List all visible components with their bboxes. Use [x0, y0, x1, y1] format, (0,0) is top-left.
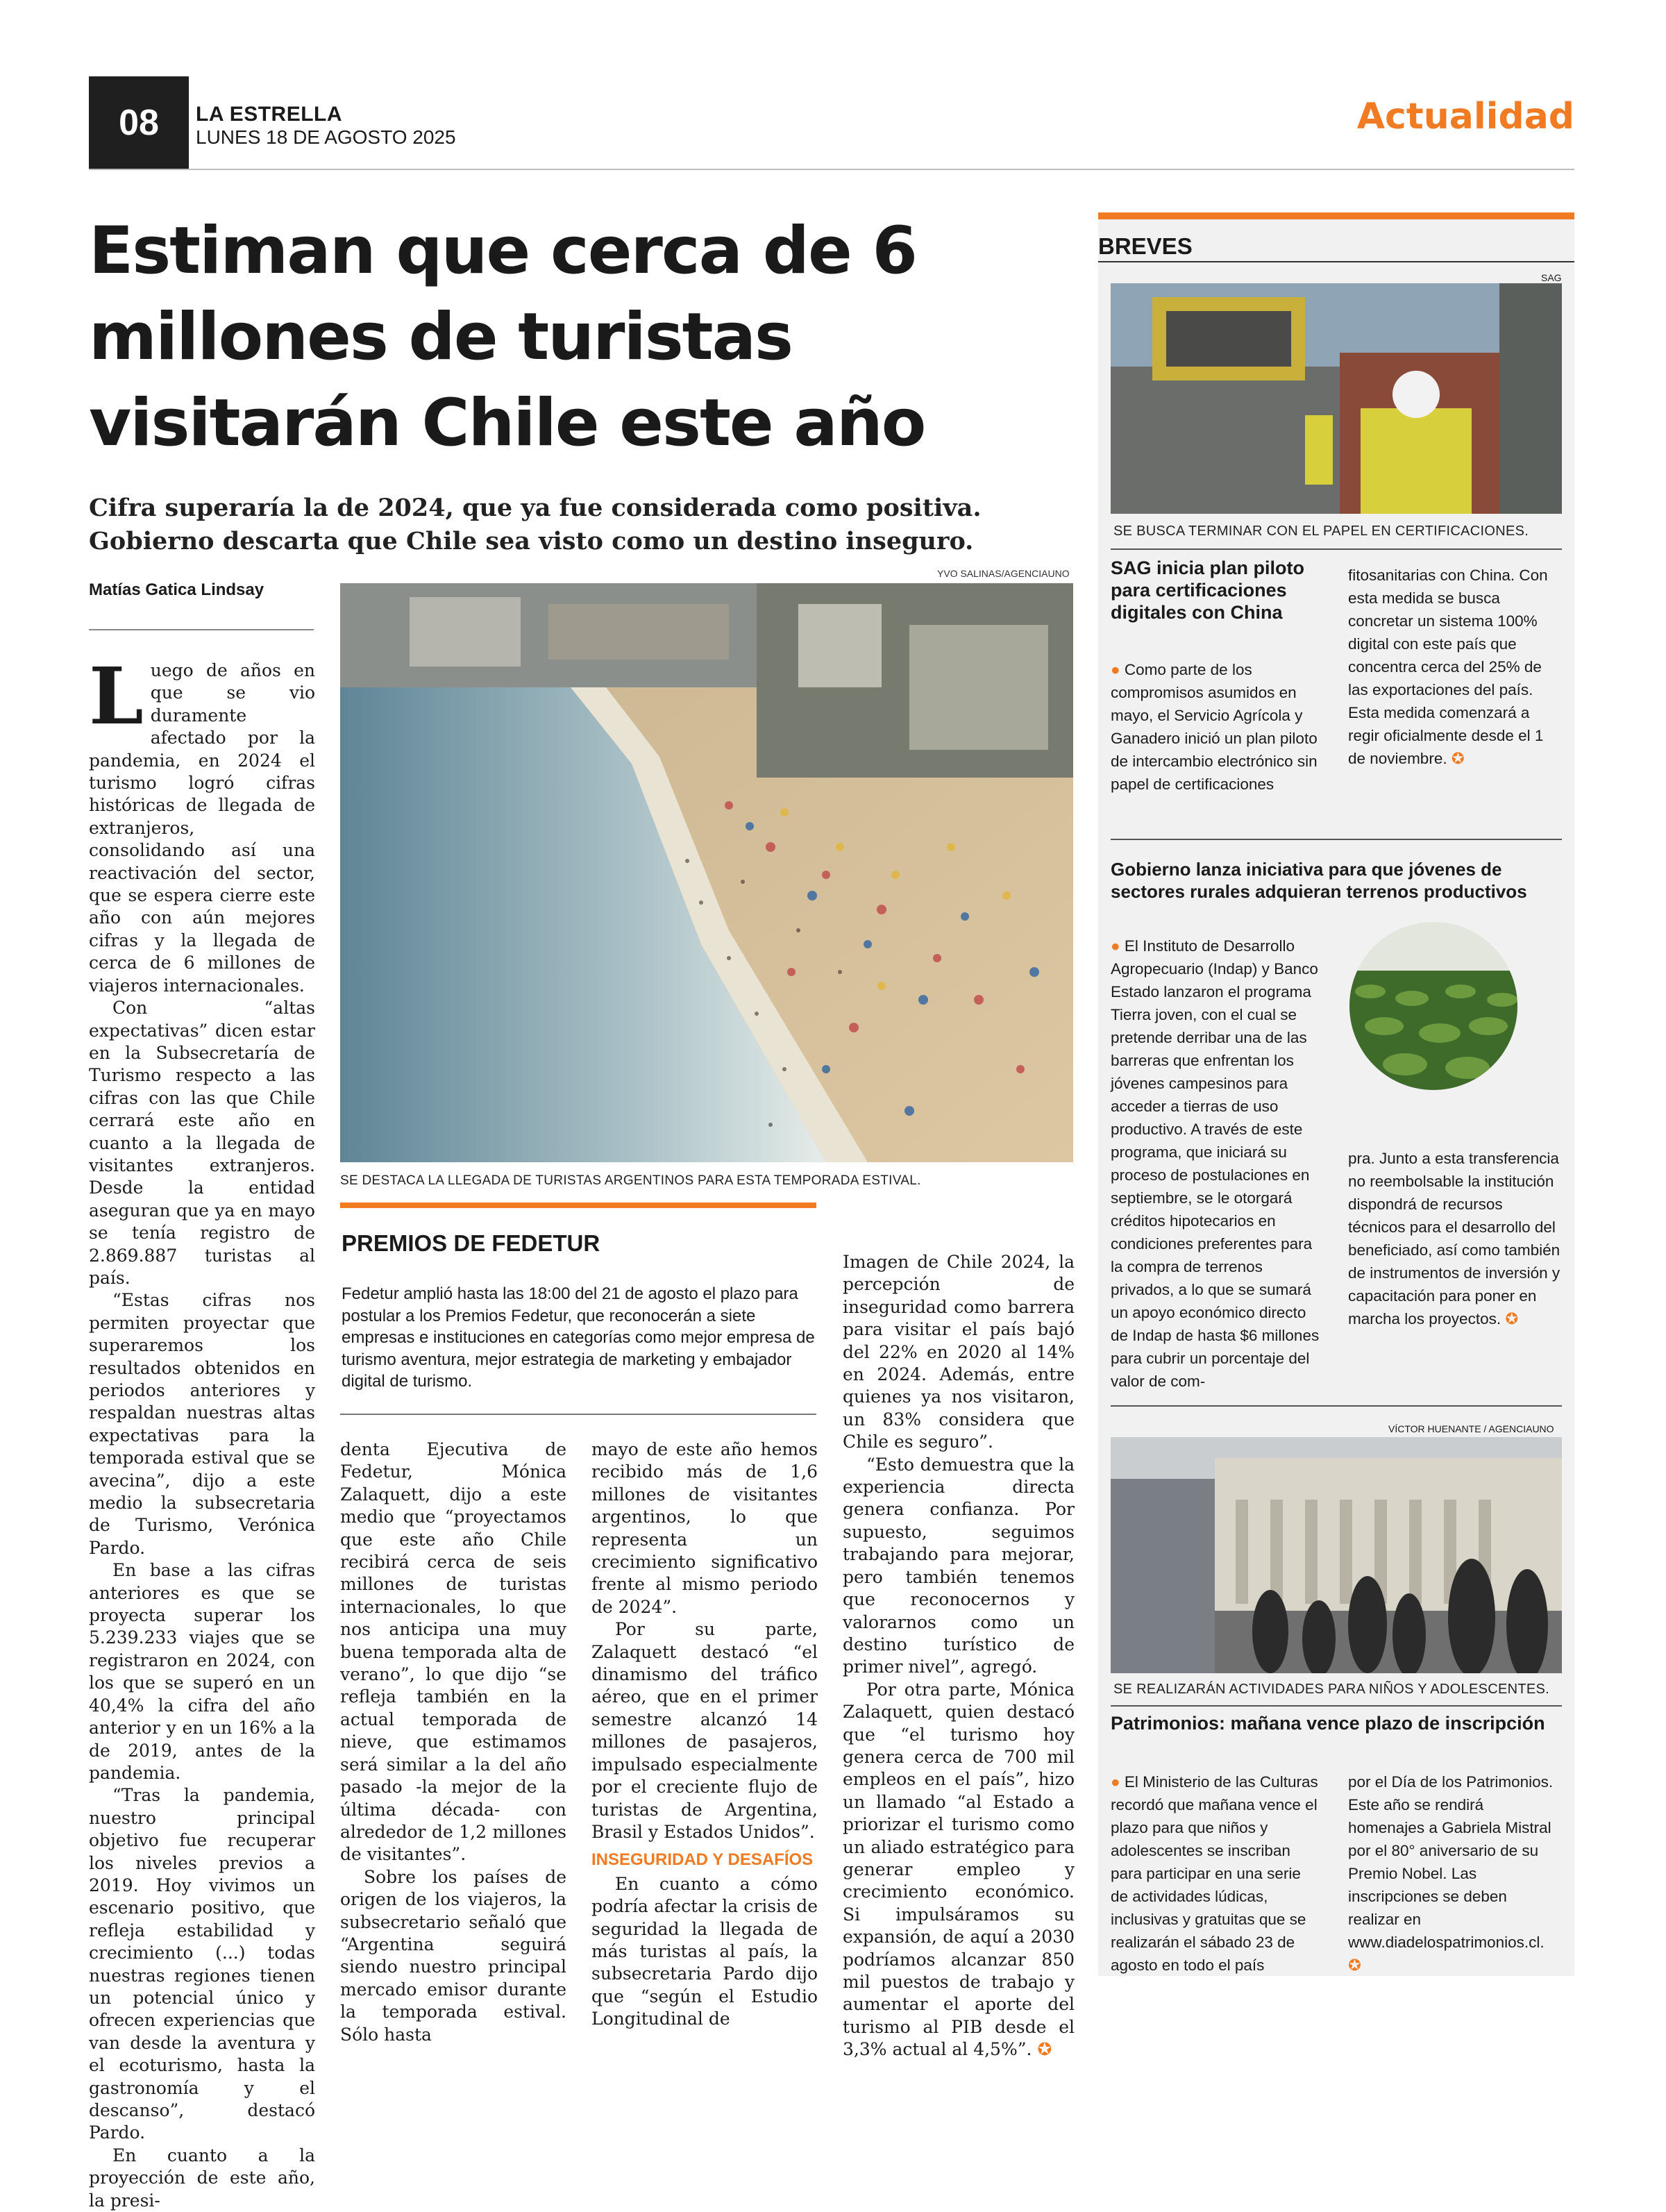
gobierno-title: Gobierno lanza iniciativa para que jóvenes de sectores rurales adquieran terrenos productivos	[1111, 859, 1527, 902]
photo-caption: SE DESTACA LA LLEGADA DE TURISTAS ARGENTINOS PARA ESTA TEMPORADA ESTIVAL.	[340, 1173, 921, 1188]
patrimonios-photo-credit: VÍCTOR HUENANTE / AGENCIAUNO	[1388, 1423, 1554, 1434]
patrimonios-text-left-body: El Ministerio de las Culturas recordó que mañana vence el plazo para que niños y adolescentes se inscriban para participar en una serie de actividades lúdicas, inclusivas y gratuitas que se realizarán el sábado 23 de agosto en todo el país	[1111, 1773, 1318, 1974]
patrimonios-title: Patrimonios: mañana vence plazo de inscripción	[1111, 1713, 1545, 1734]
paragraph: “Tras la pandemia, nuestro principal objetivo fue recuperar los niveles previos a 2019. Hoy vivimos un escenario positivo, que refleja estabilidad y crecimiento (...) todas nuestras regiones tienen un potencial único y ofrecen experiencias que van desde la aventura y el ecoturismo, hasta la gastronomía y el descanso”, destacó Pardo.	[89, 1785, 315, 2143]
end-mark-icon: ✪	[1348, 1957, 1361, 1974]
deck: Cifra superaría la de 2024, que ya fue considerada como positiva. Gobierno descarta que Chile sea visto como un destino inseguro.	[89, 494, 982, 555]
paragraph: En base a las cifras anteriores es que se proyecta superar los 5.239.233 viajes que se registraron en 2024, con los que se superó en un 40,4% la cifra del año anterior y en un 16% a la de 2019, antes de la pandemia.	[89, 1560, 315, 1783]
paragraph: Sobre los países de origen de los viajeros, la subsecretario señaló que “Argentina seguirá siendo nuestro principal mercado emisor durante la temporada estival. Sólo hasta	[340, 1866, 566, 2045]
paragraph: denta Ejecutiva de Fedetur, Mónica Zalaquett, dijo a este medio que “proyectamos que este año Chile recibirá cerca de seis millones de turistas internacionales, lo que nos anticipa una muy buena temporada alta de verano”, lo que dijo “se refleja también en la actual temporada de nieve, que estimamos será similar a la del año pasado -la mejor de la última década- con alrededor de 1,2 millones de visitantes”.	[340, 1439, 566, 1865]
sag-title: SAG inicia plan piloto para certificaciones digitales con China	[1111, 558, 1305, 623]
palace-photo	[1111, 1437, 1562, 1673]
byline-rule	[89, 629, 314, 630]
gobierno-text-right-body: pra. Junto a esta transferencia no reembolsable la institución dispondrá de recursos técnicos para el desarrollo del beneficiado, así como también de instrumentos de inversión y capacitación para poner en marcha los proyectos.	[1348, 1150, 1560, 1327]
paragraph: En cuanto a la proyección de este año, la presi-	[89, 2145, 315, 2211]
paragraph: Por su parte, Zalaquett destacó “el dinamismo del tráfico aéreo, que en el primer semestre alcanzó 14 millones de pasajeros, impulsado especialmente por el creciente flujo de turistas de Argentina, Brasil y Estados Unidos”.	[591, 1619, 818, 1842]
sag-text-right	[1348, 564, 1560, 770]
newspaper-name: LA ESTRELLA	[196, 103, 343, 126]
end-mark-icon: ✪	[1505, 1310, 1519, 1327]
paragraph: “Estas cifras nos permiten proyectar que superaremos los resultados obtenidos en periodos anteriores y respaldan nuestras altas expectativas para la temporada estival que se avecina”, dijo a este medio la subsecretaria de Turismo, Verónica Pardo.	[89, 1290, 315, 1558]
paragraph: mayo de este año hemos recibido más de 1,6 millones de visitantes argentinos, lo que representa un crecimiento significativo frente al mismo periodo de 2024”.	[591, 1439, 818, 1617]
paragraph: Con “altas expectativas” dicen estar en la Subsecretaría de Turismo respecto a las cifras con las que Chile cerrará este año en cuanto a la llegada de visitantes extranjeros. Desde la entidad aseguran que ya en mayo se tenía registro de 2.869.887 turistas al país.	[89, 998, 315, 1288]
sag-caption: SE BUSCA TERMINAR CON EL PAPEL EN CERTIFICACIONES.	[1113, 523, 1529, 539]
sidebar-separator	[1111, 839, 1562, 840]
end-mark-icon: ✪	[1451, 750, 1465, 767]
sag-text-right-body: fitosanitarias con China. Con esta medida se busca concretar un sistema 100% digital con este país que concentra cerca del 25% de las exportaciones del país. Esta medida comenzará a regir oficialmente desde el 1 de noviembre.	[1348, 567, 1548, 767]
paragraph: uego de años en que se vio duramente afectado por la pandemia, en 2024 el turismo logró cifras históricas de llegada de extranjeros, consolidando así una reactivación del sector, que se espera cierre este año con aún mejores cifras y la llegada de cerca de 6 millones de viajeros internacionales.	[89, 660, 315, 996]
port-photo	[1111, 283, 1562, 514]
byline: Matías Gatica Lindsay	[89, 580, 264, 599]
issue-date: LUNES 18 DE AGOSTO 2025	[196, 126, 456, 148]
bullet-icon: ●	[1111, 937, 1120, 955]
article-column-3	[591, 1439, 818, 2031]
photo-credit: YVO SALINAS/AGENCIAUNO	[937, 568, 1070, 579]
end-mark-icon: ✪	[1037, 2039, 1052, 2060]
gobierno-text-right	[1348, 1147, 1560, 1330]
beach-photo	[340, 583, 1073, 1162]
sidebar-title: BREVES	[1098, 233, 1193, 259]
sidebar-title-rule	[1098, 261, 1574, 262]
field-photo	[1349, 922, 1517, 1090]
paragraph: “Esto demuestra que la experiencia directa genera confianza. Por supuesto, seguimos trabajando para mejorar, pero también tenemos que reconocernos y valorarnos como un destino turístico de primer nivel”, agregó.	[843, 1454, 1075, 1677]
bullet-icon: ●	[1111, 1773, 1120, 1791]
patrimonios-text-right-body: por el Día de los Patrimonios. Este año se rendirá homenajes a Gabriela Mistral por el 80° aniversario de su Premio Nobel. Las inscripciones se deben realizar en www.diadelospatrimonios.cl.	[1348, 1773, 1554, 1951]
drop-cap: L	[89, 651, 144, 742]
article-column-4	[843, 1251, 1075, 2061]
header-rule	[89, 169, 1574, 170]
page-number: 08	[89, 76, 189, 169]
paragraph	[843, 1679, 1075, 2061]
premios-text: Fedetur amplió hasta las 18:00 del 21 de agosto el plazo para postular a los Premios Fedetur, que reconocerán a siete empresas e instituciones en categorías como mejor empresa de turismo aventura, mejor estrategia de marketing y embajador digital de turismo.	[342, 1284, 815, 1391]
sidebar-separator	[1111, 1405, 1562, 1407]
sag-rule	[1111, 548, 1562, 550]
premios-accent-bar	[340, 1203, 816, 1208]
paragraph-text: Por otra parte, Mónica Zalaquett, quien destacó que “el turismo hoy genera cerca de 700 mil empleos en el país”, hizo un llamado “al Estado a priorizar el turismo como un aliado estratégico para generar empleo y crecimiento económico. Si impulsáramos su expansión, de aquí a 2030 podríamos alcanzar 850 mil puestos de trabajo y aumentar el aporte del turismo al PIB desde el 3,3% actual al 4,5%”.	[843, 1679, 1075, 2060]
article-column-2	[340, 1439, 566, 2046]
patrimonios-text-left	[1111, 1770, 1320, 1977]
gobierno-text-left-body: El Instituto de Desarrollo Agropecuario (Indap) y Banco Estado lanzaron el programa Tierra joven, con el cual se pretende derribar una de las barreras que enfrentan los jóvenes campesinos para acceder a tierras de uso productivo. A través de este programa, que iniciará su proceso de postulaciones en septiembre, se le otorgará créditos hipotecarios en condiciones preferentes para la compra de terrenos privados, a lo que se sumará un apoyo económico directo de Indap de hasta $6 millones para cubrir un porcentaje del valor de com-	[1111, 937, 1320, 1390]
premios-title: PREMIOS DE FEDETUR	[342, 1230, 600, 1256]
gobierno-text-left	[1111, 935, 1320, 1393]
subhead: INSEGURIDAD Y DESAFÍOS	[591, 1850, 814, 1870]
premios-rule	[340, 1414, 816, 1415]
patrimonios-rule	[1111, 1705, 1562, 1707]
sag-text-left	[1111, 658, 1320, 796]
patrimonios-caption: SE REALIZARÁN ACTIVIDADES PARA NIÑOS Y ADOLESCENTES.	[1113, 1682, 1550, 1697]
patrimonios-text-right	[1348, 1770, 1560, 1977]
paragraph: Imagen de Chile 2024, la percepción de inseguridad como barrera para visitar el país bajó del 22% en 2020 al 14% en 2024. Además, entre quienes ya nos visitaron, un 83% considera que Chile es seguro”.	[843, 1252, 1075, 1452]
bullet-icon: ●	[1111, 661, 1120, 678]
section-label: Actualidad	[1356, 96, 1574, 137]
article-column-1	[89, 651, 315, 2212]
paragraph: En cuanto a cómo podría afectar la crisis de seguridad la llegada de más turistas al país, la subsecretaria Pardo dijo que “según el Estudio Longitudinal de	[591, 1873, 818, 2029]
sag-photo-credit: SAG	[1541, 272, 1562, 283]
sag-text-left-body: Como parte de los compromisos asumidos en mayo, el Servicio Agrícola y Ganadero inició un plan piloto de intercambio electrónico sin papel de certificaciones	[1111, 661, 1318, 793]
sidebar-accent-bar	[1098, 212, 1574, 219]
headline: Estiman que cerca de 6 millones de turistas visitarán Chile este año	[89, 213, 925, 461]
